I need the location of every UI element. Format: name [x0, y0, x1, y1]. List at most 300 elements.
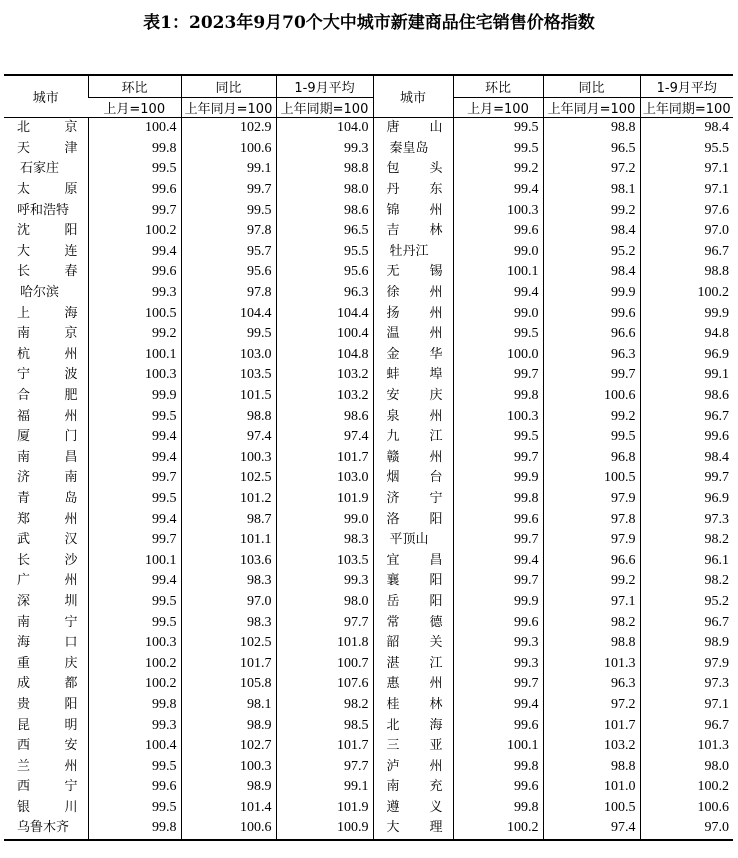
city-name-right — [373, 798, 453, 819]
yoy-value-right: 101.0 — [543, 777, 640, 798]
table-row — [4, 303, 733, 324]
avg-value-left: 98.2 — [276, 695, 373, 716]
avg-value-left: 101.7 — [276, 736, 373, 757]
avg-value-left: 97.4 — [276, 427, 373, 448]
header-avg-base-left: 上年同期=100 — [276, 98, 373, 118]
avg-value-left: 100.4 — [276, 324, 373, 345]
yoy-value-right: 97.9 — [543, 489, 640, 510]
avg-value-left: 98.6 — [276, 200, 373, 221]
header-yoy-right: 同比 — [543, 75, 640, 98]
yoy-value-left: 98.8 — [181, 406, 276, 427]
table-row — [4, 200, 733, 221]
avg-value-right: 97.9 — [640, 653, 733, 674]
city-name-right — [373, 571, 453, 592]
header-yoy-base-left: 上年同月=100 — [181, 98, 276, 118]
avg-value-right: 96.7 — [640, 715, 733, 736]
mom-value-right: 99.4 — [453, 550, 543, 571]
mom-value-left: 99.4 — [88, 571, 181, 592]
table-row — [4, 489, 733, 510]
mom-value-left: 100.5 — [88, 303, 181, 324]
yoy-value-left: 101.5 — [181, 386, 276, 407]
avg-value-right: 98.2 — [640, 571, 733, 592]
yoy-value-left: 102.7 — [181, 736, 276, 757]
yoy-value-right: 96.3 — [543, 345, 640, 366]
yoy-value-left: 101.4 — [181, 798, 276, 819]
city-label: 银 川 — [17, 799, 78, 815]
city-label: 合 肥 — [17, 388, 78, 404]
city-label: 北 海 — [386, 717, 443, 733]
city-label: 丹 东 — [386, 182, 443, 198]
avg-value-right: 96.7 — [640, 242, 733, 263]
mom-value-right: 99.5 — [453, 427, 543, 448]
table-row — [4, 509, 733, 530]
city-name-left — [4, 612, 88, 633]
yoy-value-right: 98.4 — [543, 221, 640, 242]
mom-value-left: 99.9 — [88, 386, 181, 407]
yoy-value-right: 103.2 — [543, 736, 640, 757]
yoy-value-left: 100.3 — [181, 448, 276, 469]
yoy-value-right: 98.8 — [543, 756, 640, 777]
yoy-value-left: 95.7 — [181, 242, 276, 263]
yoy-value-left: 99.7 — [181, 180, 276, 201]
city-name-right — [373, 736, 453, 757]
avg-value-left: 99.3 — [276, 571, 373, 592]
yoy-value-left: 97.4 — [181, 427, 276, 448]
city-label: 岳 阳 — [386, 593, 443, 609]
city-label: 湛 江 — [386, 655, 443, 671]
mom-value-left: 99.8 — [88, 695, 181, 716]
mom-value-right: 100.1 — [453, 736, 543, 757]
yoy-value-left: 103.5 — [181, 365, 276, 386]
city-label: 青 岛 — [17, 490, 78, 506]
mom-value-right: 99.6 — [453, 612, 543, 633]
city-label: 沈 阳 — [17, 223, 78, 239]
avg-value-right: 97.0 — [640, 818, 733, 840]
city-name-right — [373, 242, 453, 263]
city-label: 天 津 — [17, 140, 78, 156]
yoy-value-right: 97.2 — [543, 695, 640, 716]
yoy-value-left: 98.9 — [181, 777, 276, 798]
mom-value-right: 100.0 — [453, 345, 543, 366]
avg-value-right: 98.6 — [640, 386, 733, 407]
avg-value-left: 98.6 — [276, 406, 373, 427]
city-name-left — [4, 242, 88, 263]
avg-value-left: 103.0 — [276, 468, 373, 489]
mom-value-right: 99.3 — [453, 633, 543, 654]
mom-value-left: 99.7 — [88, 530, 181, 551]
city-label: 深 圳 — [17, 593, 78, 609]
avg-value-right: 99.6 — [640, 427, 733, 448]
yoy-value-right: 95.2 — [543, 242, 640, 263]
avg-value-right: 97.1 — [640, 695, 733, 716]
city-label: 金 华 — [386, 346, 443, 362]
table-row — [4, 468, 733, 489]
mom-value-left: 100.4 — [88, 118, 181, 139]
city-label: 厦 门 — [17, 429, 78, 445]
table-row — [4, 592, 733, 613]
avg-value-right: 94.8 — [640, 324, 733, 345]
city-name-right — [373, 489, 453, 510]
yoy-value-right: 97.2 — [543, 159, 640, 180]
avg-value-left: 98.8 — [276, 159, 373, 180]
table-row — [4, 345, 733, 366]
city-name-left — [4, 592, 88, 613]
yoy-value-left: 102.5 — [181, 468, 276, 489]
yoy-value-left: 99.5 — [181, 324, 276, 345]
mom-value-left: 99.6 — [88, 262, 181, 283]
avg-value-left: 99.0 — [276, 509, 373, 530]
mom-value-left: 100.1 — [88, 345, 181, 366]
city-label: 九 江 — [386, 429, 443, 445]
table-row — [4, 365, 733, 386]
city-label: 杭 州 — [17, 346, 78, 362]
mom-value-left: 99.4 — [88, 427, 181, 448]
mom-value-left: 99.8 — [88, 139, 181, 160]
yoy-value-right: 99.9 — [543, 283, 640, 304]
yoy-value-right: 97.4 — [543, 818, 640, 840]
mom-value-left: 99.7 — [88, 468, 181, 489]
avg-value-right: 98.2 — [640, 530, 733, 551]
yoy-value-left: 99.5 — [181, 200, 276, 221]
yoy-value-left: 100.6 — [181, 139, 276, 160]
mom-value-right: 99.5 — [453, 118, 543, 139]
table-row — [4, 139, 733, 160]
city-name-right — [373, 427, 453, 448]
price-index-table — [4, 74, 733, 841]
avg-value-right: 96.7 — [640, 612, 733, 633]
table-row — [4, 118, 733, 139]
city-label: 牡丹江 — [389, 243, 429, 259]
city-name-left — [4, 489, 88, 510]
mom-value-left: 99.5 — [88, 756, 181, 777]
table-row — [4, 221, 733, 242]
city-name-right — [373, 159, 453, 180]
yoy-value-left: 103.0 — [181, 345, 276, 366]
avg-value-right: 97.1 — [640, 180, 733, 201]
avg-value-left: 97.7 — [276, 612, 373, 633]
avg-value-right: 99.7 — [640, 468, 733, 489]
avg-value-right: 98.4 — [640, 448, 733, 469]
city-name-left — [4, 118, 88, 139]
header-city-right: 城市 — [373, 75, 453, 118]
avg-value-left: 101.8 — [276, 633, 373, 654]
city-name-right — [373, 509, 453, 530]
avg-value-right: 100.2 — [640, 777, 733, 798]
mom-value-right: 100.3 — [453, 406, 543, 427]
city-label: 海 口 — [17, 635, 78, 651]
city-name-right — [373, 118, 453, 139]
city-name-left — [4, 324, 88, 345]
mom-value-right: 99.6 — [453, 777, 543, 798]
city-label: 济 宁 — [386, 490, 443, 506]
city-label: 福 州 — [17, 408, 78, 424]
city-name-right — [373, 180, 453, 201]
table-row — [4, 427, 733, 448]
city-label: 西 安 — [17, 738, 78, 754]
city-label: 扬 州 — [386, 305, 443, 321]
header-mom-left: 环比 — [88, 75, 181, 98]
city-name-right — [373, 283, 453, 304]
city-name-right — [373, 386, 453, 407]
table-row — [4, 777, 733, 798]
avg-value-left: 107.6 — [276, 674, 373, 695]
city-name-left — [4, 180, 88, 201]
avg-value-left: 104.8 — [276, 345, 373, 366]
table-row — [4, 324, 733, 345]
avg-value-left: 95.5 — [276, 242, 373, 263]
city-label: 大 连 — [17, 243, 78, 259]
avg-value-right: 98.9 — [640, 633, 733, 654]
avg-value-right: 97.3 — [640, 509, 733, 530]
mom-value-left: 99.6 — [88, 777, 181, 798]
city-label: 北 京 — [17, 120, 78, 136]
city-name-right — [373, 200, 453, 221]
header-mom-base-right: 上月=100 — [453, 98, 543, 118]
avg-value-right: 96.7 — [640, 406, 733, 427]
avg-value-left: 101.9 — [276, 798, 373, 819]
mom-value-left: 99.5 — [88, 798, 181, 819]
yoy-value-right: 99.7 — [543, 365, 640, 386]
city-name-right — [373, 777, 453, 798]
city-name-right — [373, 468, 453, 489]
mom-value-right: 99.6 — [453, 221, 543, 242]
city-name-left — [4, 571, 88, 592]
mom-value-right: 99.6 — [453, 715, 543, 736]
header-avg-right: 1-9月平均 — [640, 75, 733, 98]
table-title: 表1：2023年9月70个大中城市新建商品住宅销售价格指数 — [143, 13, 595, 33]
table-body — [4, 118, 733, 840]
city-label: 广 州 — [17, 573, 78, 589]
yoy-value-left: 103.6 — [181, 550, 276, 571]
yoy-value-right: 98.8 — [543, 118, 640, 139]
mom-value-left: 100.1 — [88, 550, 181, 571]
mom-value-right: 99.3 — [453, 653, 543, 674]
yoy-value-right: 98.1 — [543, 180, 640, 201]
mom-value-right: 100.3 — [453, 200, 543, 221]
mom-value-right: 99.5 — [453, 324, 543, 345]
avg-value-right: 98.0 — [640, 756, 733, 777]
city-label: 郑 州 — [17, 511, 78, 527]
city-label: 长 沙 — [17, 552, 78, 568]
city-name-right — [373, 139, 453, 160]
yoy-value-right: 96.3 — [543, 674, 640, 695]
mom-value-right: 99.4 — [453, 180, 543, 201]
yoy-value-right: 100.5 — [543, 798, 640, 819]
yoy-value-right: 97.1 — [543, 592, 640, 613]
mom-value-left: 99.3 — [88, 715, 181, 736]
avg-value-right: 98.4 — [640, 118, 733, 139]
avg-value-left: 98.0 — [276, 592, 373, 613]
yoy-value-right: 99.2 — [543, 571, 640, 592]
yoy-value-left: 100.6 — [181, 818, 276, 840]
city-name-right — [373, 448, 453, 469]
city-name-left — [4, 715, 88, 736]
avg-value-left: 101.9 — [276, 489, 373, 510]
yoy-value-right: 98.8 — [543, 633, 640, 654]
city-name-right — [373, 406, 453, 427]
city-name-left — [4, 262, 88, 283]
city-name-right — [373, 345, 453, 366]
mom-value-right: 100.1 — [453, 262, 543, 283]
yoy-value-left: 101.7 — [181, 653, 276, 674]
yoy-value-left: 95.6 — [181, 262, 276, 283]
city-label: 大 理 — [386, 820, 443, 836]
city-label: 桂 林 — [386, 696, 443, 712]
city-name-left — [4, 633, 88, 654]
mom-value-right: 99.0 — [453, 242, 543, 263]
city-label: 成 都 — [17, 676, 78, 692]
city-name-left — [4, 221, 88, 242]
header-yoy-left: 同比 — [181, 75, 276, 98]
table-row — [4, 715, 733, 736]
avg-value-left: 96.3 — [276, 283, 373, 304]
mom-value-left: 100.3 — [88, 365, 181, 386]
avg-value-right: 99.9 — [640, 303, 733, 324]
mom-value-right: 99.4 — [453, 695, 543, 716]
table-row — [4, 736, 733, 757]
city-label: 包 头 — [386, 161, 443, 177]
city-label: 烟 台 — [386, 470, 443, 486]
city-label: 安 庆 — [386, 388, 443, 404]
avg-value-left: 96.5 — [276, 221, 373, 242]
avg-value-right: 95.5 — [640, 139, 733, 160]
yoy-value-left: 98.7 — [181, 509, 276, 530]
yoy-value-left: 98.3 — [181, 571, 276, 592]
city-name-right — [373, 715, 453, 736]
city-label: 哈尔滨 — [20, 285, 60, 301]
avg-value-right: 99.1 — [640, 365, 733, 386]
city-name-left — [4, 468, 88, 489]
city-label: 温 州 — [386, 326, 443, 342]
table-row — [4, 386, 733, 407]
mom-value-right: 99.0 — [453, 303, 543, 324]
mom-value-left: 99.7 — [88, 200, 181, 221]
table-row — [4, 653, 733, 674]
mom-value-left: 99.3 — [88, 283, 181, 304]
mom-value-left: 99.5 — [88, 592, 181, 613]
table-row — [4, 695, 733, 716]
city-name-left — [4, 509, 88, 530]
yoy-value-right: 99.2 — [543, 200, 640, 221]
avg-value-left: 103.2 — [276, 386, 373, 407]
header-avg-left: 1-9月平均 — [276, 75, 373, 98]
city-name-left — [4, 818, 88, 840]
city-label: 唐 山 — [386, 120, 443, 136]
city-label: 太 原 — [17, 182, 78, 198]
avg-value-left: 98.0 — [276, 180, 373, 201]
mom-value-right: 99.9 — [453, 468, 543, 489]
city-name-left — [4, 406, 88, 427]
city-name-left — [4, 777, 88, 798]
city-label: 呼和浩特 — [17, 202, 70, 218]
yoy-value-right: 100.5 — [543, 468, 640, 489]
city-label: 乌鲁木齐 — [17, 820, 70, 836]
city-label: 平顶山 — [389, 532, 429, 548]
mom-value-left: 99.5 — [88, 489, 181, 510]
avg-value-left: 103.2 — [276, 365, 373, 386]
yoy-value-right: 101.7 — [543, 715, 640, 736]
city-name-left — [4, 386, 88, 407]
avg-value-left: 100.7 — [276, 653, 373, 674]
table-row — [4, 550, 733, 571]
header-row-2 — [4, 98, 733, 118]
city-name-left — [4, 448, 88, 469]
mom-value-left: 100.2 — [88, 221, 181, 242]
yoy-value-left: 101.1 — [181, 530, 276, 551]
city-label: 韶 关 — [386, 635, 443, 651]
avg-value-left: 103.5 — [276, 550, 373, 571]
yoy-value-left: 101.2 — [181, 489, 276, 510]
table-row — [4, 756, 733, 777]
yoy-value-left: 97.8 — [181, 283, 276, 304]
city-name-left — [4, 159, 88, 180]
city-name-left — [4, 365, 88, 386]
yoy-value-right: 96.8 — [543, 448, 640, 469]
table-row — [4, 674, 733, 695]
city-label: 泸 州 — [386, 758, 443, 774]
avg-value-right: 96.1 — [640, 550, 733, 571]
city-label: 贵 阳 — [17, 696, 78, 712]
yoy-value-right: 96.5 — [543, 139, 640, 160]
avg-value-right: 95.2 — [640, 592, 733, 613]
yoy-value-left: 98.1 — [181, 695, 276, 716]
mom-value-right: 99.7 — [453, 530, 543, 551]
city-name-left — [4, 303, 88, 324]
yoy-value-left: 100.3 — [181, 756, 276, 777]
table-row — [4, 406, 733, 427]
city-label: 济 南 — [17, 470, 78, 486]
city-name-left — [4, 200, 88, 221]
city-name-right — [373, 365, 453, 386]
city-label: 武 汉 — [17, 532, 78, 548]
avg-value-left: 104.4 — [276, 303, 373, 324]
city-name-left — [4, 345, 88, 366]
city-name-right — [373, 592, 453, 613]
yoy-value-right: 99.2 — [543, 406, 640, 427]
mom-value-right: 99.7 — [453, 571, 543, 592]
city-name-right — [373, 674, 453, 695]
city-label: 秦皇岛 — [389, 140, 429, 156]
mom-value-right: 99.6 — [453, 509, 543, 530]
mom-value-right: 99.2 — [453, 159, 543, 180]
avg-value-left: 104.0 — [276, 118, 373, 139]
avg-value-left: 95.6 — [276, 262, 373, 283]
header-mom-right: 环比 — [453, 75, 543, 98]
table-row — [4, 798, 733, 819]
mom-value-right: 99.4 — [453, 283, 543, 304]
table-row — [4, 159, 733, 180]
city-name-right — [373, 530, 453, 551]
city-label: 重 庆 — [17, 655, 78, 671]
city-label: 长 春 — [17, 264, 78, 280]
avg-value-right: 101.3 — [640, 736, 733, 757]
yoy-value-left: 99.1 — [181, 159, 276, 180]
city-name-left — [4, 427, 88, 448]
city-name-left — [4, 653, 88, 674]
yoy-value-left: 102.5 — [181, 633, 276, 654]
city-label: 锦 州 — [386, 202, 443, 218]
city-label: 南 宁 — [17, 614, 78, 630]
avg-value-right: 97.3 — [640, 674, 733, 695]
city-label: 洛 阳 — [386, 511, 443, 527]
table-row — [4, 818, 733, 840]
avg-value-left: 99.1 — [276, 777, 373, 798]
avg-value-right: 97.6 — [640, 200, 733, 221]
mom-value-left: 100.2 — [88, 674, 181, 695]
mom-value-left: 99.5 — [88, 406, 181, 427]
city-name-right — [373, 324, 453, 345]
city-name-left — [4, 695, 88, 716]
